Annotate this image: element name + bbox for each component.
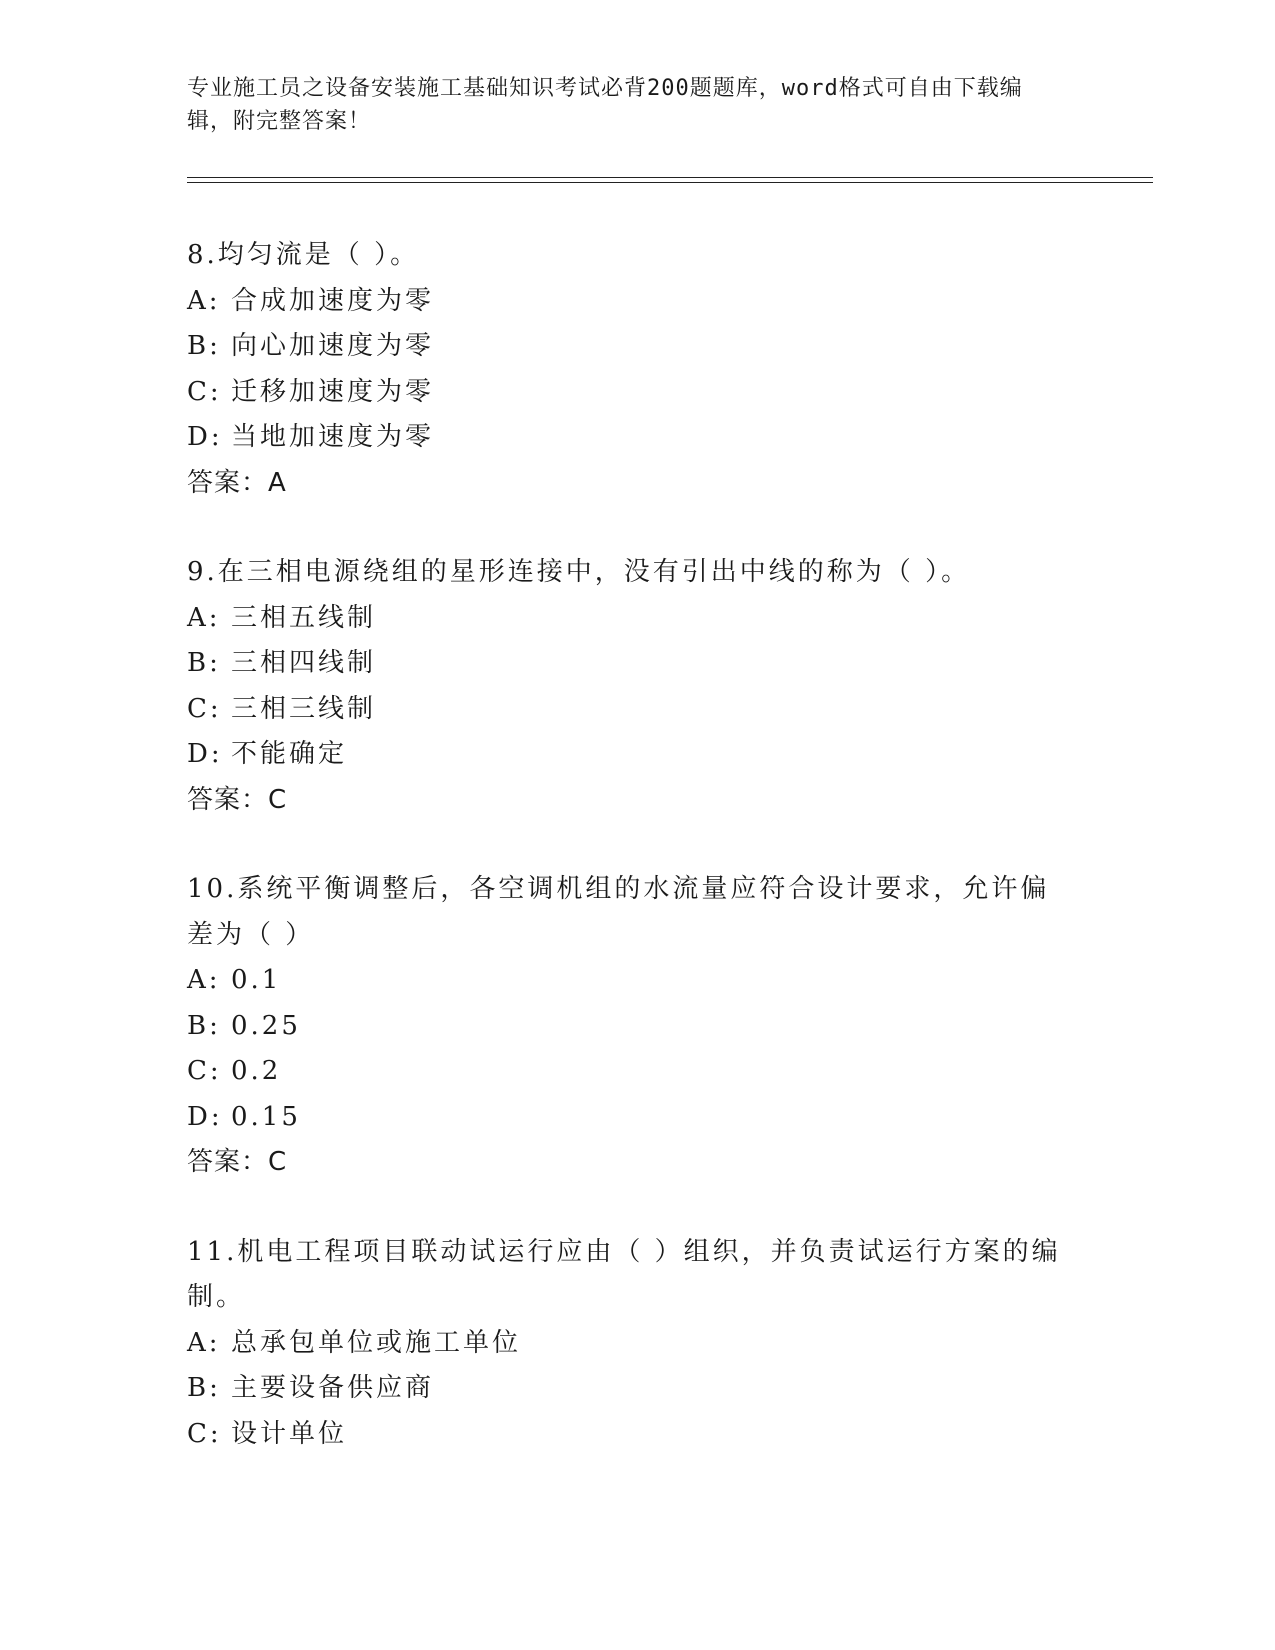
option-b — [187, 641, 1087, 687]
header-divider-bottom — [187, 182, 1153, 183]
option-text: 当地加速度为零 — [231, 422, 435, 452]
option-a — [187, 279, 1087, 325]
question-list — [187, 233, 1087, 1501]
option-c — [187, 687, 1087, 733]
option-letter: C: — [187, 1056, 222, 1086]
document-header-title: 专业施工员之设备安装施工基础知识考试必背200题题库，word格式可自由下载编辑，附完整答案！ — [187, 76, 1023, 134]
option-letter: A: — [187, 285, 221, 316]
question-stem: 9.在三相电源绕组的星形连接中，没有引出中线的称为（ ）。 — [187, 557, 971, 587]
option-letter: B: — [187, 1373, 221, 1403]
option-letter: B: — [187, 1010, 221, 1041]
answer-line: 答案：A — [187, 467, 287, 498]
option-text: 主要设备供应商 — [231, 1373, 435, 1403]
option-c — [187, 1412, 1087, 1458]
option-text: 0.2 — [231, 1056, 282, 1086]
option-text: 总承包单位或施工单位 — [231, 1327, 522, 1358]
question-item — [187, 233, 1087, 506]
option-d — [187, 1095, 1087, 1141]
option-text: 三相四线制 — [231, 648, 377, 678]
option-letter: C: — [187, 1418, 222, 1449]
option-a — [187, 958, 1087, 1004]
option-letter: D: — [187, 1101, 223, 1132]
option-text: 三相五线制 — [231, 602, 377, 633]
option-letter: A: — [187, 1327, 221, 1358]
option-text: 0.15 — [231, 1101, 301, 1132]
option-letter: B: — [187, 648, 221, 678]
option-text: 设计单位 — [231, 1418, 348, 1449]
option-text: 向心加速度为零 — [231, 331, 435, 361]
option-letter: C: — [187, 693, 222, 724]
option-c — [187, 370, 1087, 416]
header-divider-top — [187, 177, 1153, 178]
option-letter: D: — [187, 422, 223, 452]
option-a — [187, 1321, 1087, 1367]
option-letter: B: — [187, 331, 221, 361]
question-stem: 11.机电工程项目联动试运行应由（ ）组织，并负责试运行方案的编制。 — [187, 1236, 1061, 1312]
option-b — [187, 324, 1087, 370]
option-letter: D: — [187, 739, 223, 769]
option-letter: A: — [187, 602, 221, 633]
option-d — [187, 732, 1087, 778]
option-text: 迁移加速度为零 — [231, 376, 435, 407]
option-d — [187, 415, 1087, 461]
question-item — [187, 1230, 1087, 1458]
option-a — [187, 596, 1087, 642]
option-letter: A: — [187, 965, 221, 995]
option-letter: C: — [187, 376, 222, 407]
option-text: 三相三线制 — [231, 693, 377, 724]
answer-line: 答案：C — [187, 1147, 288, 1177]
option-text: 0.25 — [231, 1010, 301, 1041]
option-b — [187, 1004, 1087, 1050]
question-item — [187, 550, 1087, 823]
answer-line: 答案：C — [187, 784, 288, 815]
question-stem: 8.均匀流是（ ）。 — [187, 240, 420, 270]
question-stem: 10.系统平衡调整后，各空调机组的水流量应符合设计要求，允许偏差为（ ） — [187, 874, 1050, 950]
option-b — [187, 1366, 1087, 1412]
option-text: 0.1 — [231, 965, 282, 995]
option-text: 合成加速度为零 — [231, 285, 435, 316]
option-c — [187, 1049, 1087, 1095]
option-text: 不能确定 — [231, 739, 348, 769]
question-item — [187, 867, 1087, 1186]
